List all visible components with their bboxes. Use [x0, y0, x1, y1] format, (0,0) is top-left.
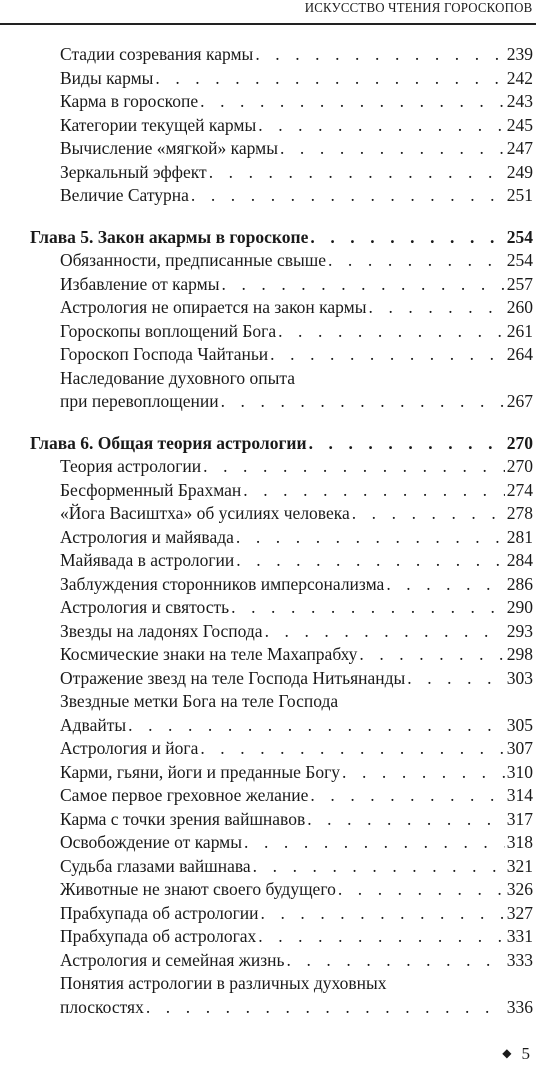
- toc-entry-page: 314: [506, 785, 533, 805]
- toc-entry-title-line[interactable]: Понятия астрологии в различных духовных: [60, 973, 387, 993]
- toc-entry[interactable]: [30, 43, 533, 67]
- toc-entry-page: 331: [506, 926, 533, 946]
- toc-entry-title: Бесформенный Брахман: [60, 479, 242, 500]
- dot-leader: [287, 949, 505, 973]
- toc-entry-title: Адвайты: [60, 714, 127, 735]
- toc-entry-page: 303: [506, 667, 533, 688]
- dot-leader: [338, 878, 505, 902]
- toc-entry[interactable]: [30, 643, 533, 667]
- toc-entry-page: 333: [506, 949, 533, 970]
- toc-entry[interactable]: [30, 67, 533, 91]
- dot-leader: [253, 855, 505, 879]
- toc-entry-page: 298: [506, 644, 533, 664]
- toc-entry-title: Звезды на ладонях Господа: [60, 620, 263, 641]
- dot-leader: [255, 43, 504, 67]
- toc-entry-title: Стадии созревания кармы: [60, 44, 254, 64]
- toc-entry-page: 242: [506, 67, 533, 88]
- toc-entry-title: Теория астрологии: [60, 456, 202, 476]
- toc-entry-page: 321: [506, 855, 533, 876]
- dot-leader: [155, 67, 504, 91]
- chapter-heading[interactable]: [30, 432, 533, 456]
- toc-entry-page: 243: [506, 91, 533, 111]
- dot-leader: [258, 925, 504, 949]
- toc-entry-title: Карма в гороскопе: [60, 91, 199, 111]
- header-rule: [0, 23, 536, 25]
- toc-entry[interactable]: [30, 855, 533, 879]
- toc-entry-page: 326: [506, 879, 533, 899]
- toc-entry-title: Майявада в астрологии: [60, 550, 235, 570]
- toc-entry[interactable]: [30, 949, 533, 973]
- toc-entry-page: 270: [506, 432, 533, 453]
- page-number: 5: [521, 1044, 530, 1063]
- toc-entry-page: 305: [506, 714, 533, 735]
- toc-entry-title-line[interactable]: Звездные метки Бога на теле Господа: [60, 691, 339, 711]
- toc-entry[interactable]: [30, 784, 533, 808]
- toc-entry-title: Судьба глазами вайшнава: [60, 855, 251, 876]
- toc-entry-page: 270: [506, 456, 533, 476]
- toc-entry-title: Зеркальный эффект: [60, 161, 207, 182]
- running-title: ИСКУССТВО ЧТЕНИЯ ГОРОСКОПОВ: [304, 1, 532, 16]
- toc-entry[interactable]: [30, 526, 533, 550]
- toc-entry[interactable]: [30, 573, 533, 597]
- dot-leader: [280, 137, 505, 161]
- dot-leader: [200, 90, 505, 114]
- page-footer: [502, 1044, 530, 1064]
- toc-entry[interactable]: [30, 549, 533, 573]
- toc-entry-page: 307: [506, 738, 533, 758]
- toc-entry-title: Освобождение от кармы: [60, 832, 243, 852]
- toc-entry[interactable]: [30, 878, 533, 902]
- toc-entry[interactable]: [30, 596, 533, 620]
- toc-entry-page: 245: [506, 114, 533, 135]
- dot-leader: [309, 432, 505, 456]
- toc-entry[interactable]: [30, 455, 533, 479]
- dot-leader: [369, 296, 505, 320]
- dot-leader: [307, 808, 505, 832]
- toc-entry-page: 264: [506, 344, 533, 364]
- toc-entry[interactable]: [30, 249, 533, 273]
- toc-entry-page: 247: [506, 138, 533, 158]
- chapter-heading[interactable]: [30, 226, 533, 250]
- dot-leader: [244, 831, 505, 855]
- toc-entry-title: Гороскопы воплощений Бога: [60, 320, 277, 341]
- dot-leader: [342, 761, 505, 785]
- toc-entry-title: Прабхупада об астрологах: [60, 926, 257, 946]
- dot-leader: [222, 273, 505, 297]
- toc-entry[interactable]: [30, 502, 533, 526]
- toc-entry-page: 249: [506, 161, 533, 182]
- toc-entry-title: Отражение звезд на теле Господа Нитьянанды: [60, 667, 406, 688]
- toc-entry-title: Категории текущей кармы: [60, 114, 257, 135]
- dot-leader: [128, 714, 505, 738]
- dot-leader: [310, 226, 504, 250]
- dot-leader: [243, 479, 504, 503]
- dot-leader: [265, 620, 505, 644]
- toc-entry[interactable]: [30, 737, 533, 761]
- dot-leader: [352, 502, 505, 526]
- toc-entry-page: 327: [506, 902, 533, 923]
- dot-leader: [359, 643, 504, 667]
- toc-group-chapter-6: [30, 432, 533, 1020]
- toc-entry-page: 290: [506, 597, 533, 617]
- dot-leader: [310, 784, 504, 808]
- toc-entry-page: 278: [506, 503, 533, 523]
- toc-entry-page: 254: [506, 226, 533, 247]
- toc-entry[interactable]: [30, 667, 533, 691]
- toc-entry[interactable]: [30, 184, 533, 208]
- toc-entry[interactable]: [30, 273, 533, 297]
- toc-entry-page: 310: [506, 761, 533, 782]
- toc-entry-title: Космические знаки на теле Махапрабху: [60, 644, 358, 664]
- toc-entry[interactable]: [30, 390, 533, 414]
- toc-entry[interactable]: [30, 902, 533, 926]
- dot-leader: [328, 249, 505, 273]
- toc-entry-title: Астрология и семейная жизнь: [60, 949, 285, 970]
- toc-entry-page: 318: [506, 832, 533, 852]
- toc-entry-title: Виды кармы: [60, 67, 154, 88]
- dot-leader: [146, 996, 505, 1020]
- toc-entry-title: при перевоплощении: [60, 391, 219, 411]
- toc-entry-title: Прабхупада об астрологии: [60, 902, 259, 923]
- toc-entry-page: 251: [506, 185, 533, 205]
- toc-entry-page: 257: [506, 273, 533, 294]
- toc-entry-title: Самое первое греховное желание: [60, 785, 309, 805]
- toc-entry-page: 281: [506, 526, 533, 547]
- running-header: [0, 0, 536, 24]
- toc-entry[interactable]: [30, 161, 533, 185]
- toc-entry-title: Глава 6. Общая теория астрологии: [30, 432, 307, 453]
- toc-entry[interactable]: [30, 808, 533, 832]
- dot-leader: [236, 549, 504, 573]
- toc-entry-title: Заблуждения сторонников имперсонализма: [60, 573, 385, 594]
- dot-leader: [236, 526, 505, 550]
- toc-group-chapter-5: [30, 226, 533, 414]
- toc-entry-title: Величие Сатурна: [60, 185, 189, 205]
- dot-leader: [407, 667, 504, 691]
- toc-entry[interactable]: [30, 137, 533, 161]
- toc-entry[interactable]: [30, 714, 533, 738]
- toc-entry[interactable]: [30, 831, 533, 855]
- toc-entry-title: Глава 5. Закон акармы в гороскопе: [30, 226, 309, 247]
- toc-entry-page: 317: [506, 808, 533, 829]
- dot-leader: [258, 114, 505, 138]
- dot-leader: [261, 902, 505, 926]
- dot-leader: [200, 737, 504, 761]
- toc-entry[interactable]: [30, 479, 533, 503]
- dot-leader: [270, 343, 505, 367]
- toc-entry[interactable]: [30, 296, 533, 320]
- toc-entry-title: Вычисление «мягкой» кармы: [60, 138, 278, 158]
- toc-entry[interactable]: [30, 320, 533, 344]
- toc-entry-page: 267: [506, 391, 533, 411]
- dot-leader: [191, 184, 505, 208]
- toc-entry[interactable]: [30, 114, 533, 138]
- dot-leader: [203, 455, 505, 479]
- dot-leader: [386, 573, 504, 597]
- toc-entry-title-line[interactable]: Наследование духовного опыта: [60, 367, 296, 388]
- toc-group-intro: [30, 43, 533, 208]
- diamond-ornament-icon: ◆: [502, 1046, 512, 1060]
- toc-entry-page: 274: [506, 479, 533, 500]
- toc-entry-title: Астрология и майявада: [60, 526, 234, 547]
- toc-entry-title: плоскостях: [60, 996, 144, 1017]
- toc-entry-page: 284: [506, 550, 533, 570]
- toc-entry-page: 293: [506, 620, 533, 641]
- toc-entry-title: Гороскоп Господа Чайтаньи: [60, 344, 269, 364]
- dot-leader: [231, 596, 505, 620]
- toc-entry-page: 254: [506, 250, 533, 270]
- toc-entry-title: Астрология и святость: [60, 597, 230, 617]
- toc-entry-title: Карми, гьяни, йоги и преданные Богу: [60, 761, 341, 782]
- toc-entry-title: «Йога Васиштха» об усилиях человека: [60, 503, 350, 523]
- toc-entry[interactable]: [30, 620, 533, 644]
- toc-entry-title: Животные не знают своего будущего: [60, 879, 336, 899]
- dot-leader: [221, 390, 505, 414]
- toc-entry-page: 261: [506, 320, 533, 341]
- dot-leader: [278, 320, 505, 344]
- toc-entry-title: Астрология и йога: [60, 738, 199, 758]
- toc-entry-title: Обязанности, предписанные свыше: [60, 250, 326, 270]
- toc-entry-title: Избавление от кармы: [60, 273, 220, 294]
- toc-entry-page: 260: [506, 297, 533, 317]
- toc-entry-page: 286: [506, 573, 533, 594]
- toc-entry[interactable]: [30, 996, 533, 1020]
- toc-entry-title: Карма с точки зрения вайшнавов: [60, 808, 306, 829]
- toc-entry-page: 336: [506, 996, 533, 1017]
- toc-entry-title: Астрология не опирается на закон кармы: [60, 297, 367, 317]
- toc-entry[interactable]: [30, 90, 533, 114]
- toc-entry[interactable]: [30, 925, 533, 949]
- table-of-contents: [30, 43, 533, 1037]
- dot-leader: [209, 161, 505, 185]
- toc-entry-page: 239: [506, 44, 533, 64]
- toc-entry[interactable]: [30, 343, 533, 367]
- toc-entry[interactable]: [30, 761, 533, 785]
